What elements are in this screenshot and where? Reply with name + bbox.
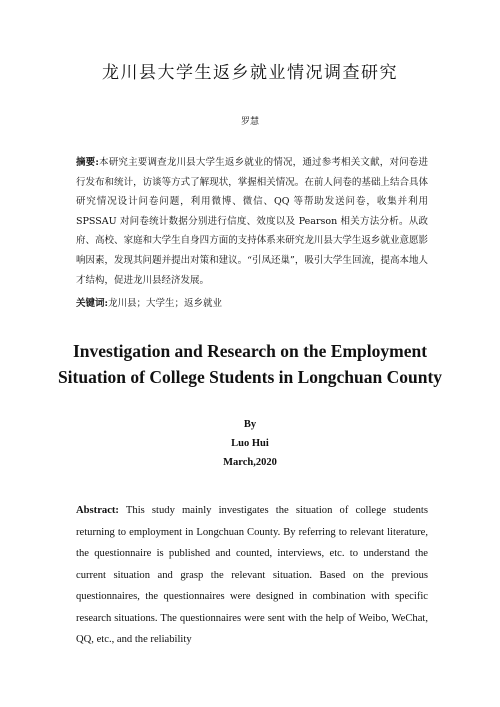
chinese-keywords-text: 龙川县；大学生；返乡就业 bbox=[108, 298, 223, 309]
chinese-keywords bbox=[76, 294, 428, 313]
english-author: Luo Hui bbox=[231, 438, 269, 449]
english-abstract-label: Abstract: bbox=[76, 505, 119, 516]
chinese-abstract-text: 本研究主要调查龙川县大学生返乡就业的情况，通过参考相关文献，对问卷进行发布和统计，访谈等方式了解现状，掌握相关情况。在前人问卷的基础上结合具体研究情况设计问卷问题，利用微博、微信、QQ 等帮助发送问卷，收集并利用 SPSSAU 对问卷统计数据分别进行信度、效度以及 Pearson 相关方法分析。从政府、高校、家庭和大学生自身四方面的支持体系来研究龙川县大学生返乡就业意愿影响因素，发现其问题并提出对策和建议。“引凤还巢”，吸引大学生回流，提高本地人才结构，促进龙川县经济发展。 bbox=[76, 157, 428, 286]
english-title: Investigation and Research on the Employment Situation of College Students in Longchuan County bbox=[57, 341, 443, 387]
chinese-abstract bbox=[76, 153, 428, 290]
english-by-line: By bbox=[243, 419, 257, 430]
chinese-author: 罗慧 bbox=[240, 117, 259, 127]
chinese-abstract-label: 摘要: bbox=[76, 157, 99, 168]
english-abstract-text: This study mainly investigates the situation of college students returning to employment in Longchuan County. By referring to relevant literature, the questionnaire is published and counted, interviews, etc. to understand the current situation and grasp the relevant situation. Based on the previous questionnaires, the questionnaires were designed in combination with specific research situations. The questionnaires were sent with the help of Weibo, WeChat, QQ, etc., and the reliability bbox=[76, 505, 428, 645]
chinese-title: 龙川县大学生返乡就业情况调查研究 bbox=[102, 63, 398, 83]
english-date: March,2020 bbox=[223, 457, 277, 468]
chinese-keywords-label: 关键词: bbox=[76, 298, 109, 309]
english-abstract bbox=[76, 500, 428, 651]
